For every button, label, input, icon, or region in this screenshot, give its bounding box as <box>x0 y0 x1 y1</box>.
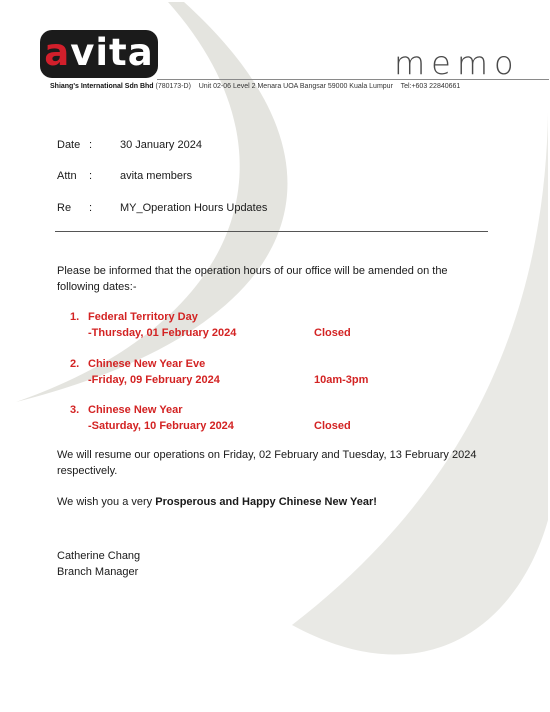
attn-value: avita members <box>120 170 193 182</box>
avita-logo <box>40 30 158 78</box>
resume-paragraph: We will resume our operations on Friday, 02 February and Tuesday, 13 February 2024 respectively. <box>57 449 477 477</box>
company-reg-no: (780173-D) <box>155 83 191 90</box>
signature-title: Branch Manager <box>57 566 139 578</box>
date-label: Date <box>57 139 81 151</box>
company-tel: Tel:+603 22840661 <box>400 83 461 90</box>
company-info <box>50 83 460 90</box>
item-status: 10am-3pm <box>314 374 369 386</box>
wish-bold: Prosperous and Happy Chinese New Year! <box>155 496 377 508</box>
re-colon: : <box>89 202 93 214</box>
item-date: -Saturday, 10 February 2024 <box>88 420 234 432</box>
company-address: Unit 02-06 Level 2 Menara UOA Bangsar 59000 Kuala Lumpur <box>198 83 393 90</box>
item-date: -Friday, 09 February 2024 <box>88 374 220 386</box>
header-rule <box>157 79 549 80</box>
date-colon: : <box>89 139 93 151</box>
wish-prefix: We wish you a very <box>57 496 156 508</box>
re-value: MY_Operation Hours Updates <box>120 202 268 214</box>
item-status: Closed <box>314 327 351 339</box>
meta-divider <box>55 231 488 232</box>
item-number: 1. <box>70 311 80 323</box>
item-title: Federal Territory Day <box>88 311 198 323</box>
item-status: Closed <box>314 420 351 432</box>
item-date: -Thursday, 01 February 2024 <box>88 327 237 339</box>
signature-name: Catherine Chang <box>57 550 141 562</box>
item-title: Chinese New Year <box>88 404 183 416</box>
company-name: Shiang's International Sdn Bhd <box>50 83 154 90</box>
date-value: 30 January 2024 <box>120 139 202 151</box>
attn-colon: : <box>89 170 93 182</box>
logo-text: avita <box>44 31 154 74</box>
intro-paragraph: Please be informed that the operation hours of our office will be amended on the following dates:- <box>57 265 448 293</box>
item-number: 2. <box>70 358 80 370</box>
wish-paragraph <box>57 494 487 510</box>
re-label: Re <box>57 202 72 214</box>
item-number: 3. <box>70 404 80 416</box>
attn-label: Attn <box>57 170 77 182</box>
memo-heading: memo <box>394 44 520 82</box>
item-title: Chinese New Year Eve <box>88 358 206 370</box>
